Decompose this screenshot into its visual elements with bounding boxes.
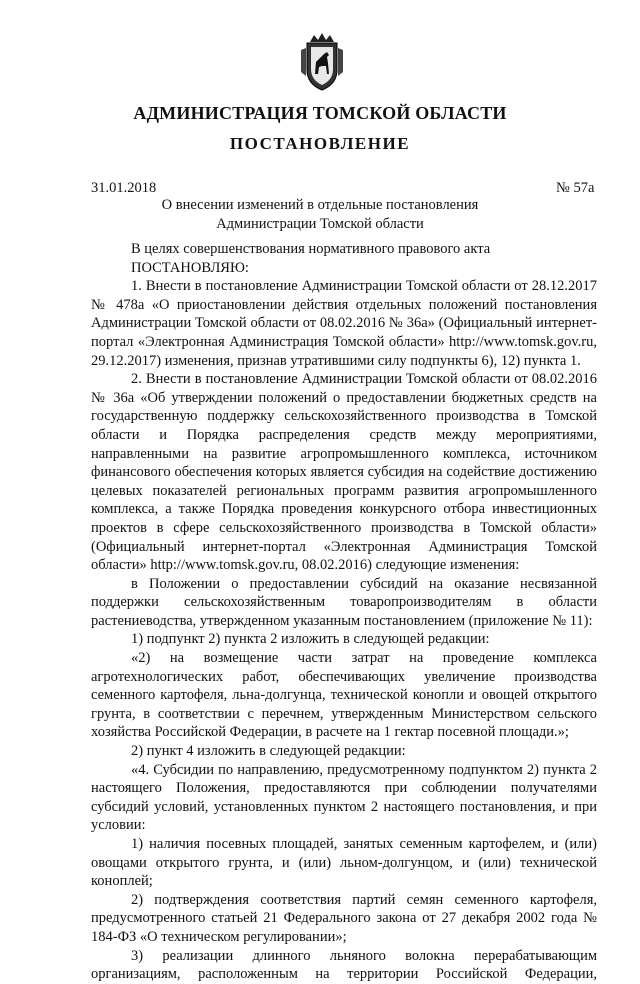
condition-1: 1) наличия посевных площадей, занятых семенным картофелем, и (или) овощами открытого грунта, и (или) льном-долгунцом, и (или) технической коноплей; <box>91 836 597 890</box>
subject-line-2: Администрации Томской области <box>216 216 424 232</box>
document-number: № 57а <box>556 180 595 196</box>
document-body <box>91 240 597 984</box>
condition-3: 3) реализации длинного льняного волокна перерабатывающим организациям, расположенным на территории Российской Федерации, <box>91 947 597 983</box>
document-subject <box>150 196 490 234</box>
decree-word: ПОСТАНОВЛЯЮ: <box>131 259 249 276</box>
subsidy-paragraph: в Положении о предоставлении субсидий на оказание несвязанной поддержки сельскохозяйственным товаропроизводителям в области растениеводства, утвержденном указанным постановлением (приложение № 11): <box>91 575 597 629</box>
condition-2: 2) подтверждения соответствия партий семян семенного картофеля, предусмотренного статьей 21 Федерального закона от 27 декабря 2002 года № 184-ФЗ «О техническом регулировании»; <box>91 891 597 945</box>
intro-paragraph: В целях совершенствования нормативного правового акта <box>131 241 491 257</box>
document-type: ПОСТАНОВЛЕНИЕ <box>229 134 411 153</box>
subpoint-1-text: «2) на возмещение части затрат на проведение комплекса агротехнологических работ, обеспечивающих увеличение производства семенного картофеля, льна-долгунца, технической конопли и овощей открытого грунта, в соответствии с перечнем, утвержденным Министерством сельского хозяйства Российской Федерации, в расчете на 1 гектар посевной площади.»; <box>91 650 597 741</box>
subpoint-2-title: 2) пункт 4 изложить в следующей редакции: <box>131 743 406 760</box>
subpoint-2-text: «4. Субсидии по направлению, предусмотренному подпунктом 2) пункта 2 настоящего Положения, предоставляются при соблюдении получателями субсидий условий, установленных пунктом 2 настоящего постановления, и при условии: <box>91 761 597 834</box>
organization-name: АДМИНИСТРАЦИЯ ТОМСКОЙ ОБЛАСТИ <box>133 103 507 123</box>
item-2-paragraph: 2. Внести в постановление Администрации Томской области от 08.02.2016 № 36а «Об утверждении положений о предоставлении бюджетных средств на государственную поддержку сельскохозяйственного производства в Томской области и Порядка распределения средств между мероприятиями, направленными на развитие агропромышленного комплекса, источником финансового обеспечения которых является субсидия на содействие достижению целевых показателей региональных программ развития агропромышленного комплекса, а также Порядка проведения конкурсного отбора инвестиционных проектов в сфере сельскохозяйственного производства в Томской области» (Официальный интернет-портал «Электронная Администрация Томской области» http://www.tomsk.gov.ru, 08.02.2016) следующие изменения: <box>91 371 597 574</box>
document-date: 31.01.2018 <box>91 180 157 196</box>
subject-line-1: О внесении изменений в отдельные постановления <box>161 197 479 213</box>
subpoint-1-title: 1) подпункт 2) пункта 2 изложить в следующей редакции: <box>131 631 490 648</box>
coat-of-arms-emblem <box>297 30 347 92</box>
item-1-paragraph: 1. Внести в постановление Администрации Томской области от 28.12.2017 № 478а «О приостановлении действия отдельных положений постановления Администрации Томской области от 08.02.2016 № 36а» (Официальный интернет-портал «Электронная Администрация Томской области» http://www.tomsk.gov.ru, 29.12.2017) изменения, признав утратившими силу подпункты 6), 12) пункта 1. <box>91 278 597 369</box>
